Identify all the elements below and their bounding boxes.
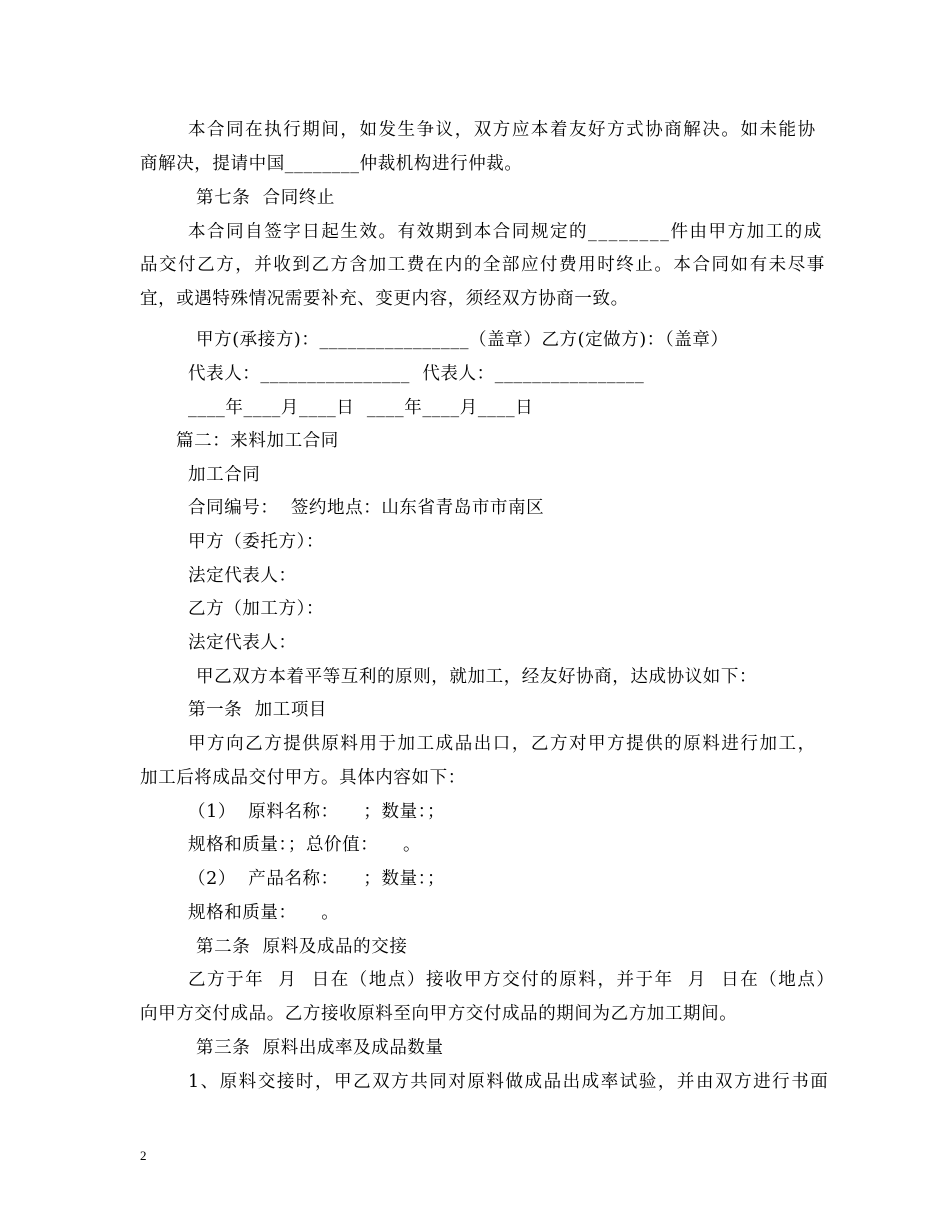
article-2-text-line1: 乙方于年 月 日在（地点）接收甲方交付的原料，并于年 月 日在（地点） <box>188 970 836 990</box>
section-title: 篇二：来料加工合同 <box>176 431 339 451</box>
agreement-preamble: 甲乙双方本着平等互利的原则，就加工，经友好协商，达成协议如下： <box>196 667 758 687</box>
signature-parties-line: 甲方(承接方)：________________（盖章）乙方(定做方)：（盖章） <box>196 330 729 350</box>
item-1-raw-material: （1） 原料名称： ；数量：； <box>188 802 446 822</box>
item-2-spec: 规格和质量： 。 <box>188 903 340 923</box>
signature-representatives-line: 代表人：________________ 代表人：________________ <box>188 364 645 384</box>
para-termination-line1: 本合同自签字日起生效。有效期到本合同规定的________件由甲方加工的成 <box>188 222 823 242</box>
article-1-text-line1: 甲方向乙方提供原料用于加工成品出口，乙方对甲方提供的原料进行加工， <box>188 734 817 754</box>
article-2-text-line2: 向甲方交付成品。乙方接收原料至向甲方交付成品的期间为乙方加工期间。 <box>140 1004 738 1024</box>
item-2-product: （2） 产品名称： ；数量：； <box>188 869 446 889</box>
para-termination-line2: 品交付乙方，并收到乙方含加工费在内的全部应付费用时终止。本合同如有未尽事 <box>140 255 826 275</box>
article-1-heading: 第一条 加工项目 <box>188 700 328 720</box>
party-a-line: 甲方（委托方）： <box>188 532 325 552</box>
party-b-legal-rep: 法定代表人： <box>188 633 297 653</box>
page-number: 2 <box>140 1148 147 1163</box>
para-dispute-line2: 商解决，提请中国________仲裁机构进行仲裁。 <box>140 154 523 174</box>
article-3-heading: 第三条 原料出成率及成品数量 <box>196 1038 444 1058</box>
contract-title: 加工合同 <box>188 465 261 485</box>
article-7-heading: 第七条 合同终止 <box>196 188 336 208</box>
para-dispute-line1: 本合同在执行期间，如发生争议，双方应本着友好方式协商解决。如未能协 <box>188 120 817 140</box>
article-2-heading: 第二条 原料及成品的交接 <box>196 937 408 957</box>
article-3-text-line1: 1、原料交接时，甲乙双方共同对原料做成品出成率试验，并由双方进行书面 <box>188 1072 830 1092</box>
party-a-legal-rep: 法定代表人： <box>188 566 297 586</box>
contract-number-location: 合同编号： 签约地点：山东省青岛市市南区 <box>188 498 545 518</box>
item-1-spec: 规格和质量：；总价值： 。 <box>188 835 422 855</box>
article-1-text-line2: 加工后将成品交付甲方。具体内容如下： <box>140 768 466 788</box>
para-termination-line3: 宜，或遇特殊情况需要补充、变更内容，须经双方协商一致。 <box>140 289 629 309</box>
signature-date-line: ____年____月____日 ____年____月____日 <box>188 398 534 418</box>
party-b-line: 乙方（加工方）： <box>188 599 325 619</box>
